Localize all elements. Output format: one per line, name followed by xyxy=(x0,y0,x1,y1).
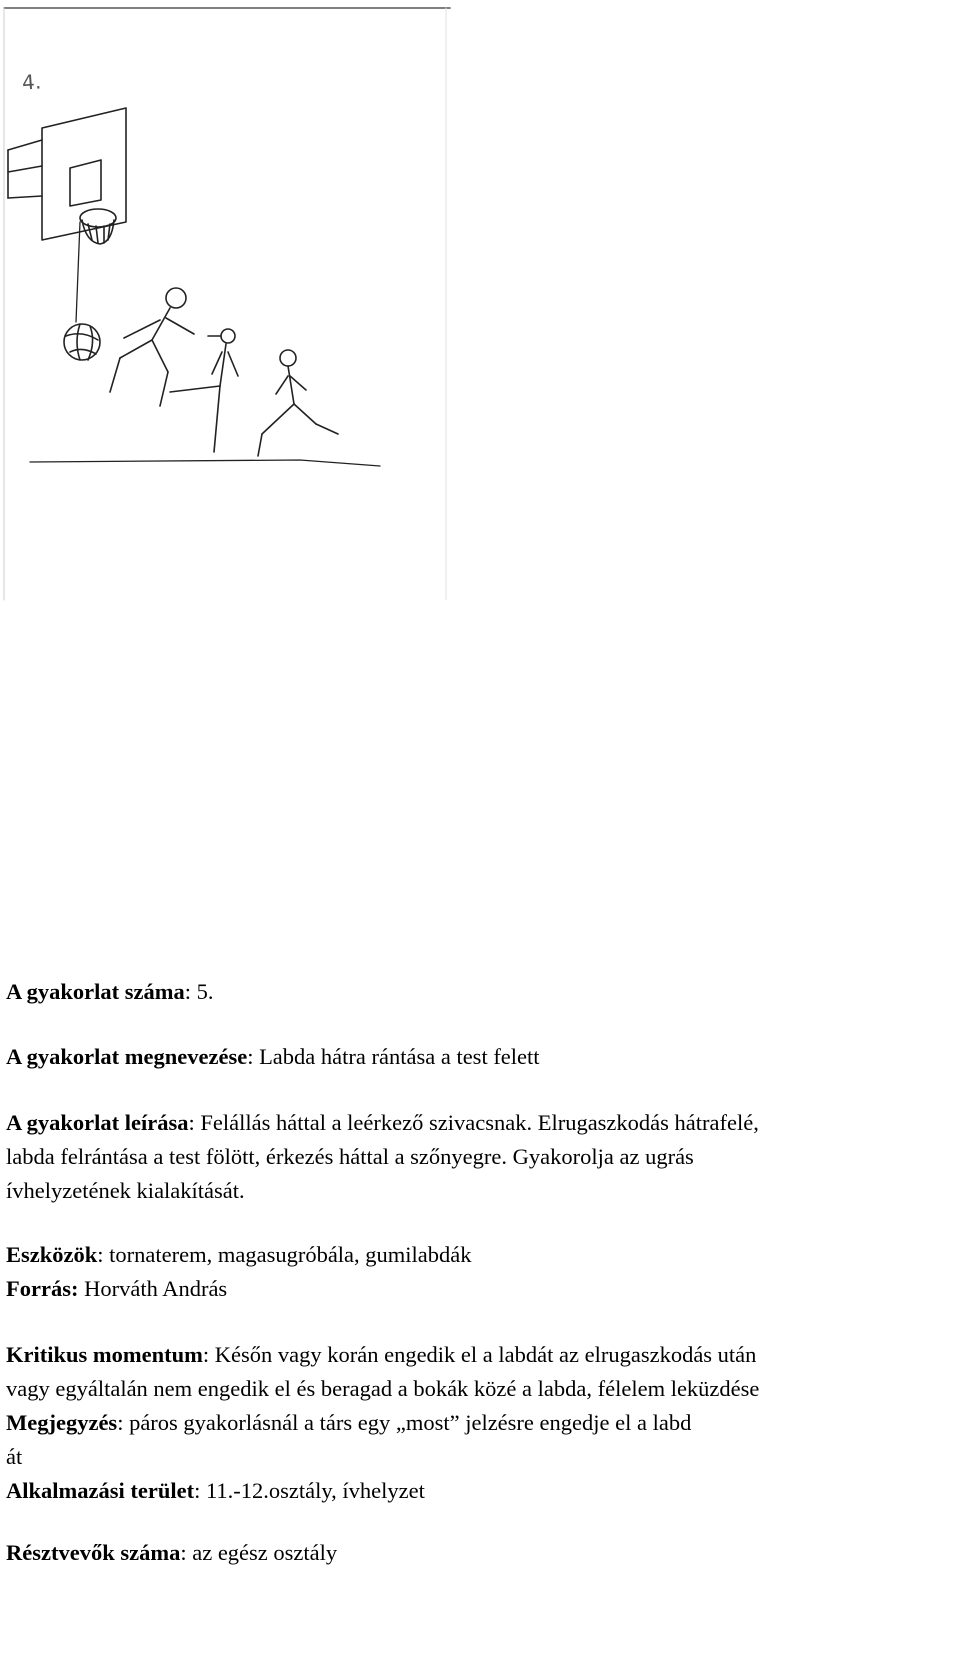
exercise-description-label: A gyakorlat leírása xyxy=(6,1110,189,1135)
exercise-area-label: Alkalmazási terület xyxy=(6,1478,195,1503)
exercise-source-value: Horváth András xyxy=(78,1276,228,1301)
exercise-critical-line-2: vagy egyáltalán nem engedik el és beragad a bokák közé a labda, félelem leküzdése xyxy=(6,1376,760,1401)
exercise-participants xyxy=(6,1536,337,1570)
exercise-description-line-2: labda felrántása a test fölött, érkezés háttal a szőnyegre. Gyakorolja az ugrás xyxy=(6,1144,694,1169)
backboard xyxy=(8,108,126,240)
exercise-source-label: Forrás: xyxy=(6,1276,79,1301)
stick-figure-1 xyxy=(110,288,194,406)
hoop xyxy=(80,209,116,244)
exercise-number xyxy=(6,975,214,1009)
exercise-name xyxy=(6,1040,540,1074)
exercise-description xyxy=(6,1106,759,1208)
exercise-area-value: : 11.-12.osztály, ívhelyzet xyxy=(194,1478,425,1503)
exercise-number-value: : 5. xyxy=(184,979,214,1004)
exercise-critical-line-1: : Későn vagy korán engedik el a labdát az elrugaszkodás után xyxy=(202,1342,757,1367)
exercise-number-label: A gyakorlat száma xyxy=(6,979,185,1004)
stick-figure-2 xyxy=(170,329,238,452)
exercise-note-line-2: át xyxy=(6,1444,23,1469)
exercise-critical-label: Kritikus momentum xyxy=(6,1342,203,1367)
sketch-number-label: 4. xyxy=(21,69,42,95)
exercise-participants-value: : az egész osztály xyxy=(180,1540,338,1565)
exercise-critical-moment xyxy=(6,1338,759,1508)
exercise-name-label: A gyakorlat megnevezése xyxy=(6,1044,248,1069)
exercise-description-line-1: : Felállás háttal a leérkező szivacsnak. Elrugaszkodás hátrafelé, xyxy=(188,1110,759,1135)
exercise-sketch xyxy=(0,0,470,640)
exercise-tools xyxy=(6,1238,472,1306)
ball xyxy=(64,324,100,360)
exercise-description-line-3: ívhelyzetének kialakítását. xyxy=(6,1178,245,1203)
exercise-tools-label: Eszközök xyxy=(6,1242,98,1267)
exercise-note-line-1: : páros gyakorlásnál a társ egy „most” jelzésre engedje el a labd xyxy=(117,1410,692,1435)
exercise-tools-value: : tornaterem, magasugróbála, gumilabdák xyxy=(97,1242,472,1267)
exercise-participants-label: Résztvevők száma xyxy=(6,1540,181,1565)
exercise-name-value: : Labda hátra rántása a test felett xyxy=(247,1044,540,1069)
exercise-note-label: Megjegyzés xyxy=(6,1410,118,1435)
stick-figure-3 xyxy=(258,350,338,456)
